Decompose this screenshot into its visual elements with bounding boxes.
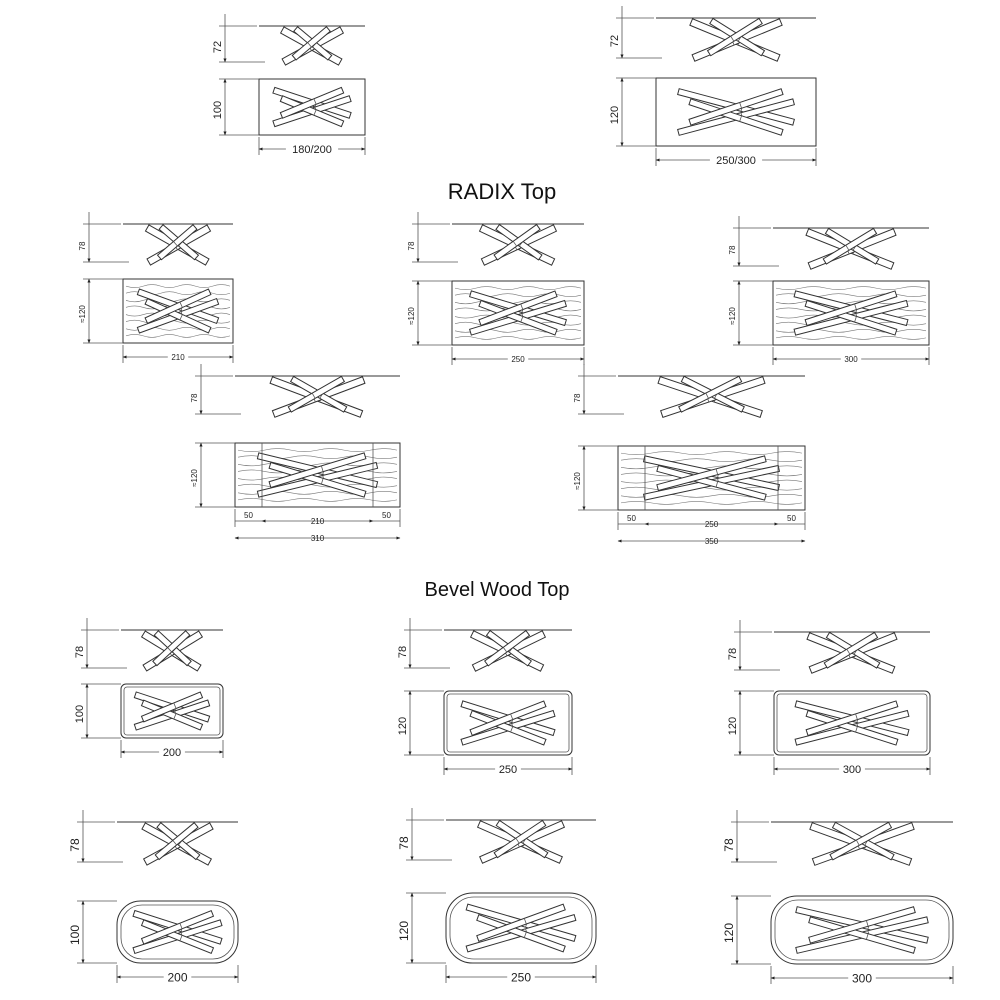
height-dimension: 78	[727, 647, 739, 661]
height-dimension: 78	[74, 645, 86, 659]
depth-dimension: 120	[609, 105, 621, 125]
depth-dimension: ≈120	[78, 305, 87, 323]
table-drawing-11	[68, 810, 238, 985]
depth-dimension: 100	[212, 100, 224, 120]
height-dimension: 78	[728, 245, 737, 255]
length-dimension: 210	[310, 517, 325, 526]
height-dimension: 72	[212, 40, 224, 54]
table-drawing-7	[573, 364, 805, 546]
table-drawing-13	[722, 810, 953, 986]
total-length-dimension: 350	[704, 537, 719, 546]
height-dimension: 78	[397, 836, 411, 850]
wood-grain-line	[126, 285, 230, 288]
extension-right-dimension: 50	[787, 514, 796, 523]
wood-grain-line	[621, 501, 802, 504]
depth-dimension: 120	[397, 716, 409, 736]
tabletop-plan	[446, 893, 596, 963]
radix-section-title: RADIX Top	[447, 179, 557, 204]
depth-dimension: ≈120	[728, 307, 737, 325]
depth-dimension: 120	[722, 922, 736, 944]
depth-dimension: ≈120	[407, 307, 416, 325]
wood-grain-line	[776, 336, 926, 339]
height-dimension: 78	[722, 838, 736, 852]
length-dimension: 180/200	[292, 144, 332, 157]
length-dimension: 300	[851, 971, 873, 986]
length-dimension: 200	[167, 970, 188, 985]
depth-dimension: 100	[68, 924, 82, 946]
length-dimension: 250	[704, 520, 719, 529]
tabletop-plan	[771, 896, 953, 964]
table-drawing-10	[727, 620, 930, 776]
height-dimension: 78	[190, 393, 199, 403]
length-dimension: 250	[498, 764, 518, 777]
length-dimension: 250	[510, 970, 532, 985]
height-dimension: 78	[78, 241, 87, 251]
table-drawing-2	[609, 6, 816, 167]
bevel-section-title: Bevel Wood Top	[424, 579, 570, 601]
wood-grain-line	[621, 452, 802, 455]
tabletop-plan	[618, 446, 805, 510]
length-dimension: 300	[842, 764, 862, 777]
depth-dimension: ≈120	[190, 469, 199, 487]
length-dimension: 300	[844, 355, 858, 365]
height-dimension: 72	[609, 34, 621, 48]
height-dimension: 78	[407, 241, 416, 251]
table-drawing-12	[397, 808, 596, 985]
length-dimension: 250/300	[716, 155, 756, 168]
table-drawing-5	[728, 216, 929, 365]
height-dimension: 78	[68, 838, 82, 852]
extension-right-dimension: 50	[382, 511, 391, 520]
depth-dimension: 120	[397, 920, 411, 942]
wood-grain-line	[776, 287, 926, 290]
extension-left-dimension: 50	[627, 514, 636, 523]
depth-dimension: 120	[727, 716, 739, 736]
table-drawing-4	[407, 212, 584, 365]
depth-dimension: 100	[74, 704, 86, 724]
wood-grain-line	[126, 334, 230, 337]
table-drawing-6	[190, 364, 400, 543]
total-length-dimension: 310	[310, 534, 325, 543]
height-dimension: 78	[397, 645, 409, 659]
table-drawings	[68, 6, 953, 986]
length-dimension: 250	[511, 355, 525, 365]
height-dimension: 78	[573, 393, 582, 403]
extension-left-dimension: 50	[244, 511, 253, 520]
length-dimension: 200	[162, 747, 182, 760]
tabletop-plan	[656, 78, 816, 146]
table-drawing-9	[397, 618, 572, 776]
table-drawing-1	[212, 14, 365, 156]
table-drawing-8	[74, 618, 223, 759]
length-dimension: 210	[171, 353, 185, 363]
table-drawing-3	[78, 212, 233, 363]
wood-grain-line	[455, 287, 581, 290]
wood-grain-line	[455, 336, 581, 339]
depth-dimension: ≈120	[573, 472, 582, 490]
